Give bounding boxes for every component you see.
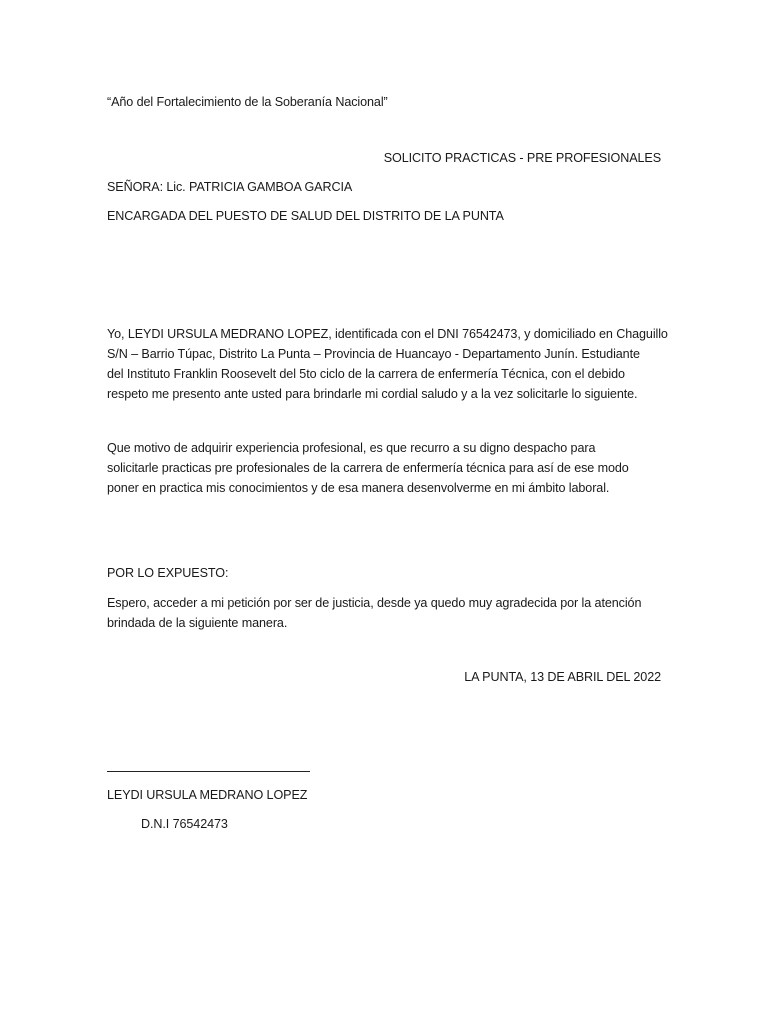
paragraph-line: Que motivo de adquirir experiencia profesional, es que recurro a su digno despacho para — [107, 441, 596, 455]
paragraph-line: S/N – Barrio Túpac, Distrito La Punta – Provincia de Huancayo - Departamento Junín. Estudiante — [107, 347, 640, 361]
year-motto: “Año del Fortalecimiento de la Soberanía Nacional” — [107, 95, 388, 109]
paragraph-line: solicitarle practicas pre profesionales de la carrera de enfermería técnica para así de ese modo — [107, 461, 629, 475]
addressee-role: ENCARGADA DEL PUESTO DE SALUD DEL DISTRITO DE LA PUNTA — [107, 209, 504, 223]
addressee: SEÑORA: Lic. PATRICIA GAMBOA GARCIA — [107, 180, 353, 194]
signature-line — [107, 771, 310, 772]
paragraph-line: brindada de la siguiente manera. — [107, 616, 288, 630]
body-paragraph-introduction — [107, 324, 667, 404]
paragraph-line: respeto me presento ante usted para brindarle mi cordial saludo y a la vez solicitarle lo siguiente. — [107, 387, 638, 401]
paragraph-line: del Instituto Franklin Roosevelt del 5to ciclo de la carrera de enfermería Técnica, con el debido — [107, 367, 625, 381]
expuesto-heading: POR LO EXPUESTO: — [107, 566, 229, 580]
paragraph-line: Espero, acceder a mi petición por ser de justicia, desde ya quedo muy agradecida por la atención — [107, 596, 642, 610]
signer-dni: D.N.I 76542473 — [141, 817, 228, 831]
paragraph-line: poner en practica mis conocimientos y de esa manera desenvolverme en mi ámbito laboral. — [107, 481, 610, 495]
body-paragraph-request — [107, 438, 667, 498]
signer-name: LEYDI URSULA MEDRANO LOPEZ — [107, 788, 308, 802]
place-date: LA PUNTA, 13 DE ABRIL DEL 2022 — [464, 670, 661, 684]
subject-line: SOLICITO PRACTICAS - PRE PROFESIONALES — [383, 151, 661, 165]
body-paragraph-closing — [107, 593, 667, 633]
paragraph-line: Yo, LEYDI URSULA MEDRANO LOPEZ, identificada con el DNI 76542473, y domiciliado en Chaguillo — [107, 327, 668, 341]
